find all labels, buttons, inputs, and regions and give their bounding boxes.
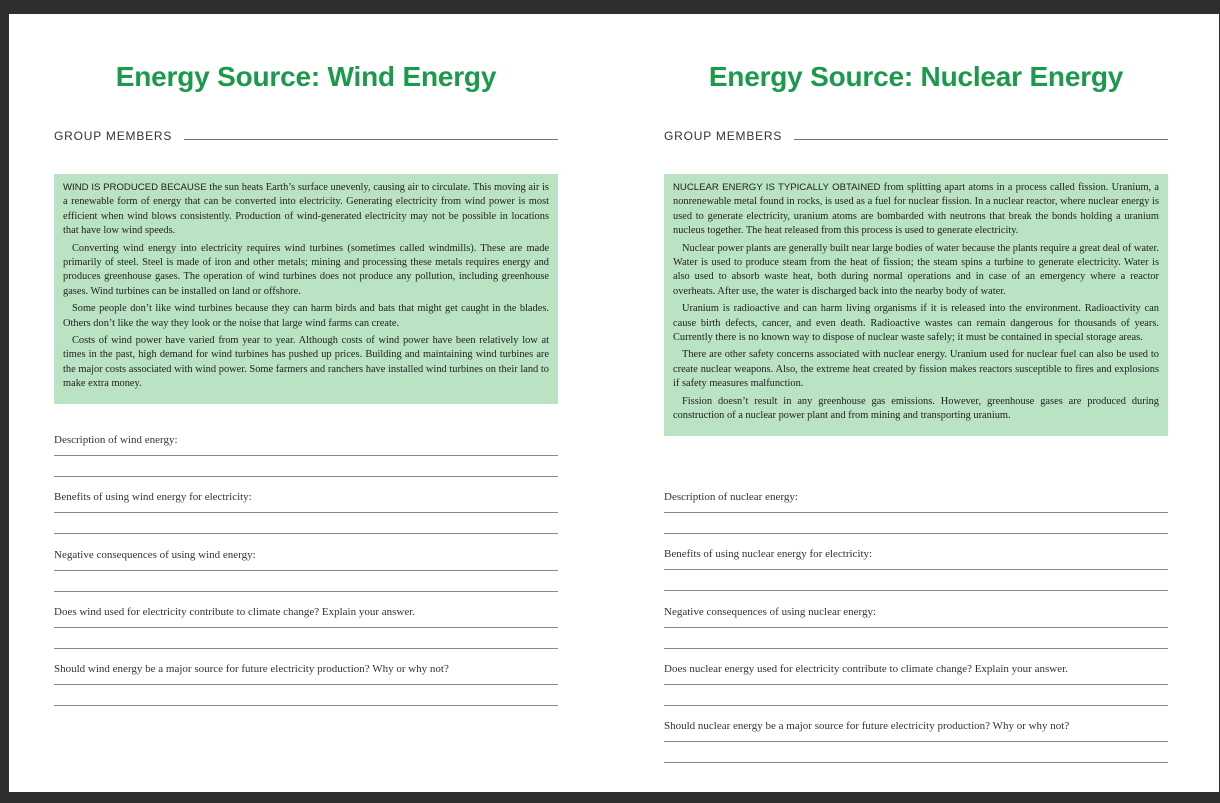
answer-line[interactable] — [664, 705, 1168, 706]
reading-paragraph: Nuclear power plants are generally built near large bodies of water because the plants require a great deal of water. Water is used to produce steam from the heat of fission; the steam spins a turbine to generate electricity. Water is also used to absorb waste heat, both during normal operations and in case of an emergency where a reactor overheats. After use, the water is discharged back into the nearby body of water. — [673, 242, 1159, 297]
reading-paragraph: There are other safety concerns associated with nuclear energy. Uranium used for nuclear fuel can also be used to create nuclear weapons. Also, the extreme heat created by fission makes reactors susceptible to fires and explosions if safety measures malfunction. — [673, 349, 1159, 390]
answer-line[interactable] — [664, 648, 1168, 649]
page-title: Energy Source: Nuclear Energy — [708, 61, 1124, 92]
question-text: Description of wind energy: — [54, 434, 178, 446]
reading-paragraph: WIND IS PRODUCED BECAUSE the sun heats Earth’s surface unevenly, causing air to circulate. This moving air is a renewable form of energy that can be converted into electricity. Generating electricity from wind power is most efficient when wind blows consistently. Production of wind-generated electricity may not be possible in locations that have low wind speeds. — [63, 182, 549, 237]
question-item — [664, 663, 1168, 720]
group-members-row — [54, 128, 558, 144]
answer-line[interactable] — [664, 533, 1168, 534]
answer-line[interactable] — [54, 705, 558, 706]
reading-passage — [664, 174, 1168, 436]
answer-line[interactable] — [54, 512, 558, 513]
reading-lead: NUCLEAR ENERGY IS TYPICALLY OBTAINED — [673, 182, 881, 193]
answer-line[interactable] — [54, 648, 558, 649]
answer-line[interactable] — [664, 569, 1168, 570]
answer-line[interactable] — [664, 762, 1168, 763]
question-text: Should nuclear energy be a major source for future electricity production? Why or why not? — [664, 720, 1070, 733]
answer-line[interactable] — [54, 591, 558, 592]
answer-line[interactable] — [54, 570, 558, 571]
group-members-label: GROUP MEMBERS — [54, 129, 173, 143]
group-members-label: GROUP MEMBERS — [664, 129, 783, 143]
group-members-line[interactable] — [184, 139, 558, 140]
question-text: Does nuclear energy used for electricity contribute to climate change? Explain your answer. — [664, 662, 1068, 675]
question-text: Should wind energy be a major source for future electricity production? Why or why not? — [54, 663, 449, 676]
answer-line[interactable] — [664, 512, 1168, 513]
reading-paragraph: Some people don’t like wind turbines because they can harm birds and bats that might get caught in the blades. Others don’t like the way they look or the noise that large wind farms can create. — [63, 303, 549, 329]
reading-paragraph: Uranium is radioactive and can harm living organisms if it is released into the environment. Radioactivity can cause birth defects, cancer, and even death. Radioactive wastes can remain dangerous for thousands of years. Currently there is no known way to dispose of nuclear waste safely; it must be contained in special storage areas. — [673, 303, 1159, 344]
worksheet-sheet — [9, 14, 1219, 792]
answer-line[interactable] — [664, 627, 1168, 628]
question-item — [664, 491, 1168, 548]
question-item — [54, 491, 558, 548]
group-members-line[interactable] — [794, 139, 1168, 140]
question-text: Negative consequences of using nuclear energy: — [664, 605, 877, 618]
answer-line[interactable] — [54, 533, 558, 534]
page-title: Energy Source: Wind Energy — [115, 61, 497, 92]
question-item — [664, 720, 1168, 777]
answer-line[interactable] — [664, 684, 1168, 685]
answer-line[interactable] — [54, 455, 558, 456]
answer-line[interactable] — [664, 590, 1168, 591]
answer-line[interactable] — [664, 741, 1168, 742]
reading-paragraph: Converting wind energy into electricity requires wind turbines (sometimes called windmills). These are made primarily of steel. Steel is made of iron and other metals; mining and processing these metals requires energy and produces greenhouse gases. The operation of wind turbines does not produce any pollution, including greenhouse gases. Wind turbines can be installed on land or offshore. — [63, 242, 549, 297]
reading-paragraph: Fission doesn’t result in any greenhouse gas emissions. However, greenhouse gases are produced during construction of a nuclear power plant and from mining and transporting uranium. — [673, 395, 1159, 422]
question-text: Does wind used for electricity contribute to climate change? Explain your answer. — [54, 605, 416, 618]
reading-paragraph: NUCLEAR ENERGY IS TYPICALLY OBTAINED from splitting apart atoms in a process called fission. Uranium, a nonrenewable metal found in rocks, is used as a fuel for nuclear fission. In a nuclear reactor, where nuclear energy is used to generate electricity, uranium atoms are bombarded with neutrons that break the bonds holding a uranium nucleus together. The heat released from this process is used to generate electricity. — [673, 182, 1159, 237]
answer-line[interactable] — [54, 627, 558, 628]
question-text: Description of nuclear energy: — [664, 491, 798, 503]
question-text: Benefits of using wind energy for electricity: — [54, 491, 252, 504]
reading-paragraph: Costs of wind power have varied from year to year. Although costs of wind power have been relatively low at times in the past, high demand for wind turbines has pushed up prices. Building and maintaining wind turbines are the major costs associated with wind power. Some farmers and ranchers have installed wind turbines on their land to make extra money. — [63, 335, 549, 390]
question-item — [54, 663, 558, 720]
question-text: Negative consequences of using wind energy: — [54, 548, 256, 561]
question-item — [664, 548, 1168, 605]
question-item — [54, 606, 558, 663]
question-item — [54, 434, 558, 491]
answer-line[interactable] — [54, 476, 558, 477]
question-text: Benefits of using nuclear energy for electricity: — [664, 548, 873, 561]
answer-line[interactable] — [54, 684, 558, 685]
question-list — [54, 434, 558, 720]
question-list — [664, 491, 1168, 777]
group-members-row — [664, 128, 1168, 144]
reading-passage — [54, 174, 558, 404]
question-item — [54, 549, 558, 606]
question-item — [664, 606, 1168, 663]
reading-lead: WIND IS PRODUCED BECAUSE — [63, 182, 207, 193]
